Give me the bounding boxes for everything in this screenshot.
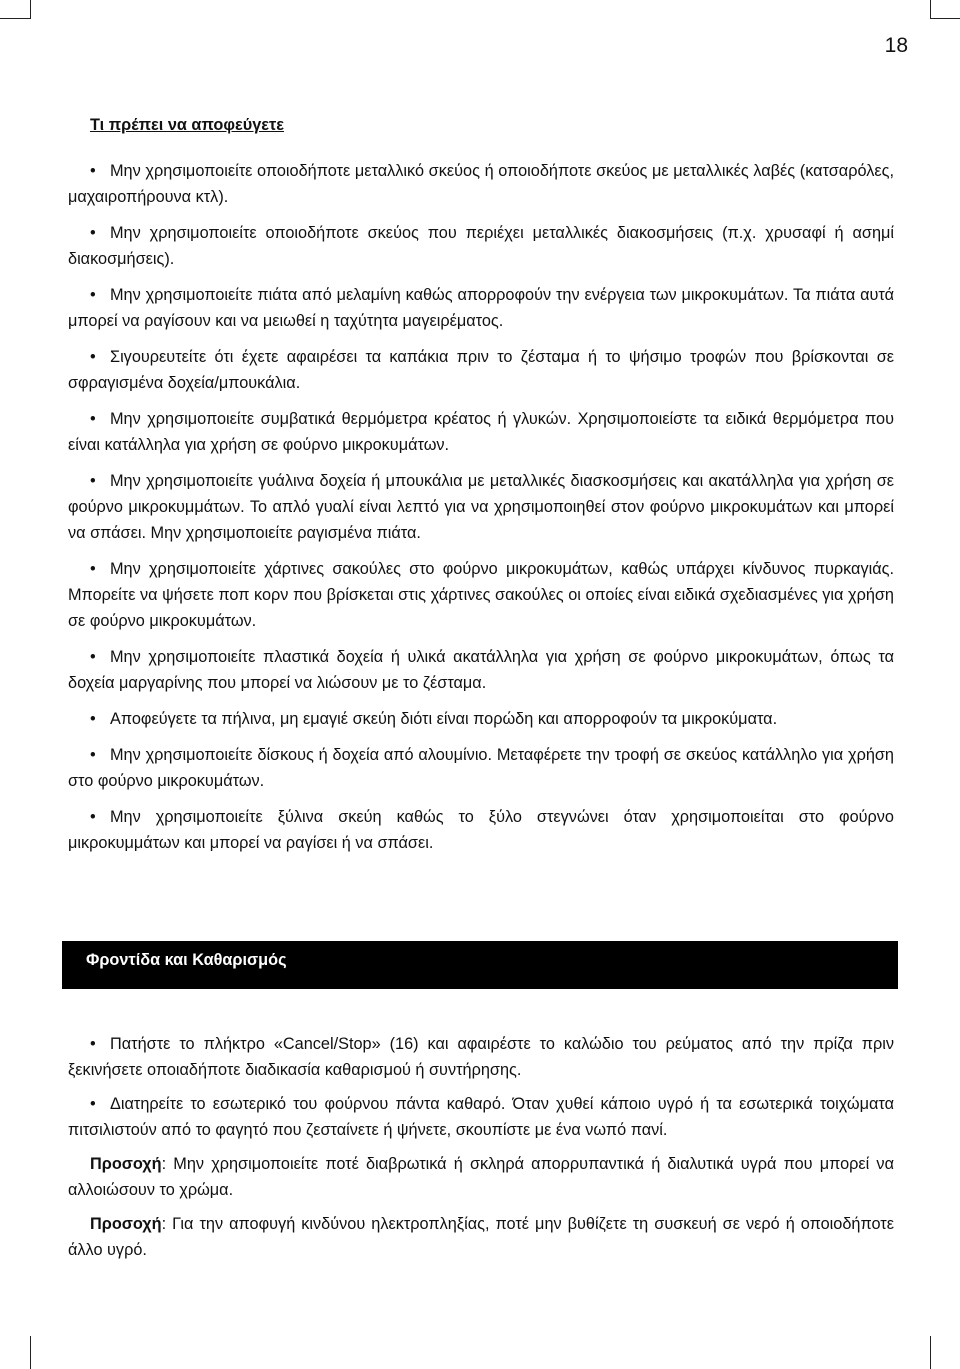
bullet-text: Μην χρησιμοποιείτε γυάλινα δοχεία ή μπουκάλια με μεταλλικές διασκοσμήσεις και ακατάλληλα για χρήση σε φούρνο μικροκυμμάτων. Το απλό γυαλί είναι λεπτό για να χρησιμοποιηθεί στον φούρνο μικροκυμάτων και μπορεί να σπάσει. Μην χρησιμοποιείτε ραγισμένα πιάτα. — [68, 472, 894, 542]
bullet-icon: • — [90, 472, 96, 490]
care-section-banner — [62, 941, 898, 989]
bullet-icon: • — [90, 348, 96, 366]
bullet-text: Μην χρησιμοποιείτε οποιοδήποτε σκεύος που περιέχει μεταλλικές διακοσμήσεις (π.χ. χρυσαφί ή ασημί διακοσμήσεις). — [68, 224, 894, 268]
bullet-icon: • — [90, 746, 96, 764]
bullet-text: Μην χρησιμοποιείτε χάρτινες σακούλες στο φούρνο μικροκυμάτων, καθώς υπάρχει κίνδυνος πυρκαγιάς. Μπορείτε να ψήσετε ποπ κορν που βρίσκεται στις χάρτινες σακούλες οι οποίες είναι ειδικά σχεδιασμένες για χρήση σε φούρνο μικροκυμάτων. — [68, 560, 894, 630]
warning-note — [68, 1151, 894, 1203]
crop-mark-top-left-v — [30, 0, 31, 18]
bullet-text: Μην χρησιμοποιείτε δίσκους ή δοχεία από αλουμίνιο. Μεταφέρετε την τροφή σε σκεύος κατάλληλο για χρήση στο φούρνο μικροκυμάτων. — [68, 746, 894, 790]
bullet-text: Μην χρησιμοποιείτε πλαστικά δοχεία ή υλικά ακατάλληλα για χρήση σε φούρνο μικροκυμάτων, όπως τα δοχεία μαργαρίνης που μπορεί να λιώσουν με το ζέσταμα. — [68, 648, 894, 692]
bullet-item — [68, 644, 894, 696]
crop-mark-top-right-h — [930, 18, 960, 19]
bullet-icon: • — [90, 808, 96, 826]
bullet-icon: • — [90, 1035, 96, 1053]
bullet-icon: • — [90, 410, 96, 428]
bullet-item — [68, 158, 894, 210]
bullet-text: Μην χρησιμοποιείτε οποιοδήποτε μεταλλικό σκεύος ή οποιοδήποτε σκεύος με μεταλλικές λαβές (κατσαρόλες, μαχαιροπήρουνα κτλ). — [68, 162, 894, 206]
care-notes — [68, 1151, 894, 1263]
bullet-text: Μην χρησιμοποιείτε πιάτα από μελαμίνη καθώς απορροφούν την ενέργεια των μικροκυμάτων. Τα πιάτα αυτά μπορεί να ραγίσουν και να μειωθεί η ταχύτητα μαγειρέματος. — [68, 286, 894, 330]
bullet-text: Πατήστε το πλήκτρο «Cancel/Stop» (16) και αφαιρέστε το καλώδιο του ρεύματος από την πρίζα πριν ξεκινήσετε οποιαδήποτε διαδικασία καθαρισμού ή συντήρησης. — [68, 1035, 894, 1079]
section-title-avoid: Τι πρέπει να αποφεύγετε — [90, 116, 284, 134]
bullet-item — [68, 804, 894, 856]
bullet-item — [68, 742, 894, 794]
bullet-item — [68, 344, 894, 396]
bullet-text: Μην χρησιμοποιείτε συμβατικά θερμόμετρα κρέατος ή γλυκών. Χρησιμοποιείστε τα ειδικά θερμόμετρα που είναι κατάλληλα για χρήση σε φούρνο μικροκυμάτων. — [68, 410, 894, 454]
bullet-icon: • — [90, 1095, 96, 1113]
crop-mark-bottom-left-v — [30, 1336, 31, 1369]
bullet-item — [68, 706, 894, 732]
bullet-icon: • — [90, 560, 96, 578]
crop-mark-top-right-v — [930, 0, 931, 18]
care-bullet-list — [68, 1031, 894, 1143]
bullet-item — [68, 1091, 894, 1143]
page-number: 18 — [884, 34, 908, 57]
care-section — [68, 1031, 894, 1271]
bullet-text: Διατηρείτε το εσωτερικό του φούρνου πάντα καθαρό. Όταν χυθεί κάποιο υγρό ή τα εσωτερικά τοιχώματα πιτσιλιστούν από το φαγητό που ζεσταίνετε ή ψήνετε, σκουπίστε με ένα νωπό πανί. — [68, 1095, 894, 1139]
bullet-icon: • — [90, 710, 96, 728]
crop-mark-top-left-h — [0, 18, 31, 19]
warning-note — [68, 1211, 894, 1263]
avoid-section — [68, 112, 894, 866]
warning-label: Προσοχή — [90, 1155, 162, 1173]
warning-text: : Για την αποφυγή κινδύνου ηλεκτροπληξίας, ποτέ μην βυθίζετε τη συσκευή σε νερό ή οποιοδήποτε άλλο υγρό. — [68, 1215, 894, 1259]
bullet-text: Σιγουρευτείτε ότι έχετε αφαιρέσει τα καπάκια πριν το ζέσταμα ή το ψήσιμο τροφών που βρίσκονται σε σφραγισμένα δοχεία/μπουκάλια. — [68, 348, 894, 392]
bullet-icon: • — [90, 286, 96, 304]
bullet-item — [68, 468, 894, 546]
avoid-bullet-list — [68, 158, 894, 856]
bullet-item — [68, 282, 894, 334]
bullet-item — [68, 220, 894, 272]
bullet-item — [68, 406, 894, 458]
crop-mark-bottom-right-v — [930, 1336, 931, 1369]
bullet-text: Αποφεύγετε τα πήλινα, μη εμαγιέ σκεύη διότι είναι πορώδη και απορροφούν τα μικροκύματα. — [110, 710, 778, 728]
bullet-icon: • — [90, 224, 96, 242]
warning-label: Προσοχή — [90, 1215, 162, 1233]
bullet-item — [68, 1031, 894, 1083]
bullet-icon: • — [90, 648, 96, 666]
bullet-text: Μην χρησιμοποιείτε ξύλινα σκεύη καθώς το ξύλο στεγνώνει όταν χρησιμοποιείται στο φούρνο μικροκυμμάτων και μπορεί να ραγίσει ή να σπάσει. — [68, 808, 894, 852]
bullet-item — [68, 556, 894, 634]
bullet-icon: • — [90, 162, 96, 180]
section-title-care: Φροντίδα και Καθαρισμός — [86, 951, 287, 969]
warning-text: : Μην χρησιμοποιείτε ποτέ διαβρωτικά ή σκληρά απορρυπαντικά ή διαλυτικά υγρά που μπορεί να αλλοιώσουν το χρώμα. — [68, 1155, 894, 1199]
